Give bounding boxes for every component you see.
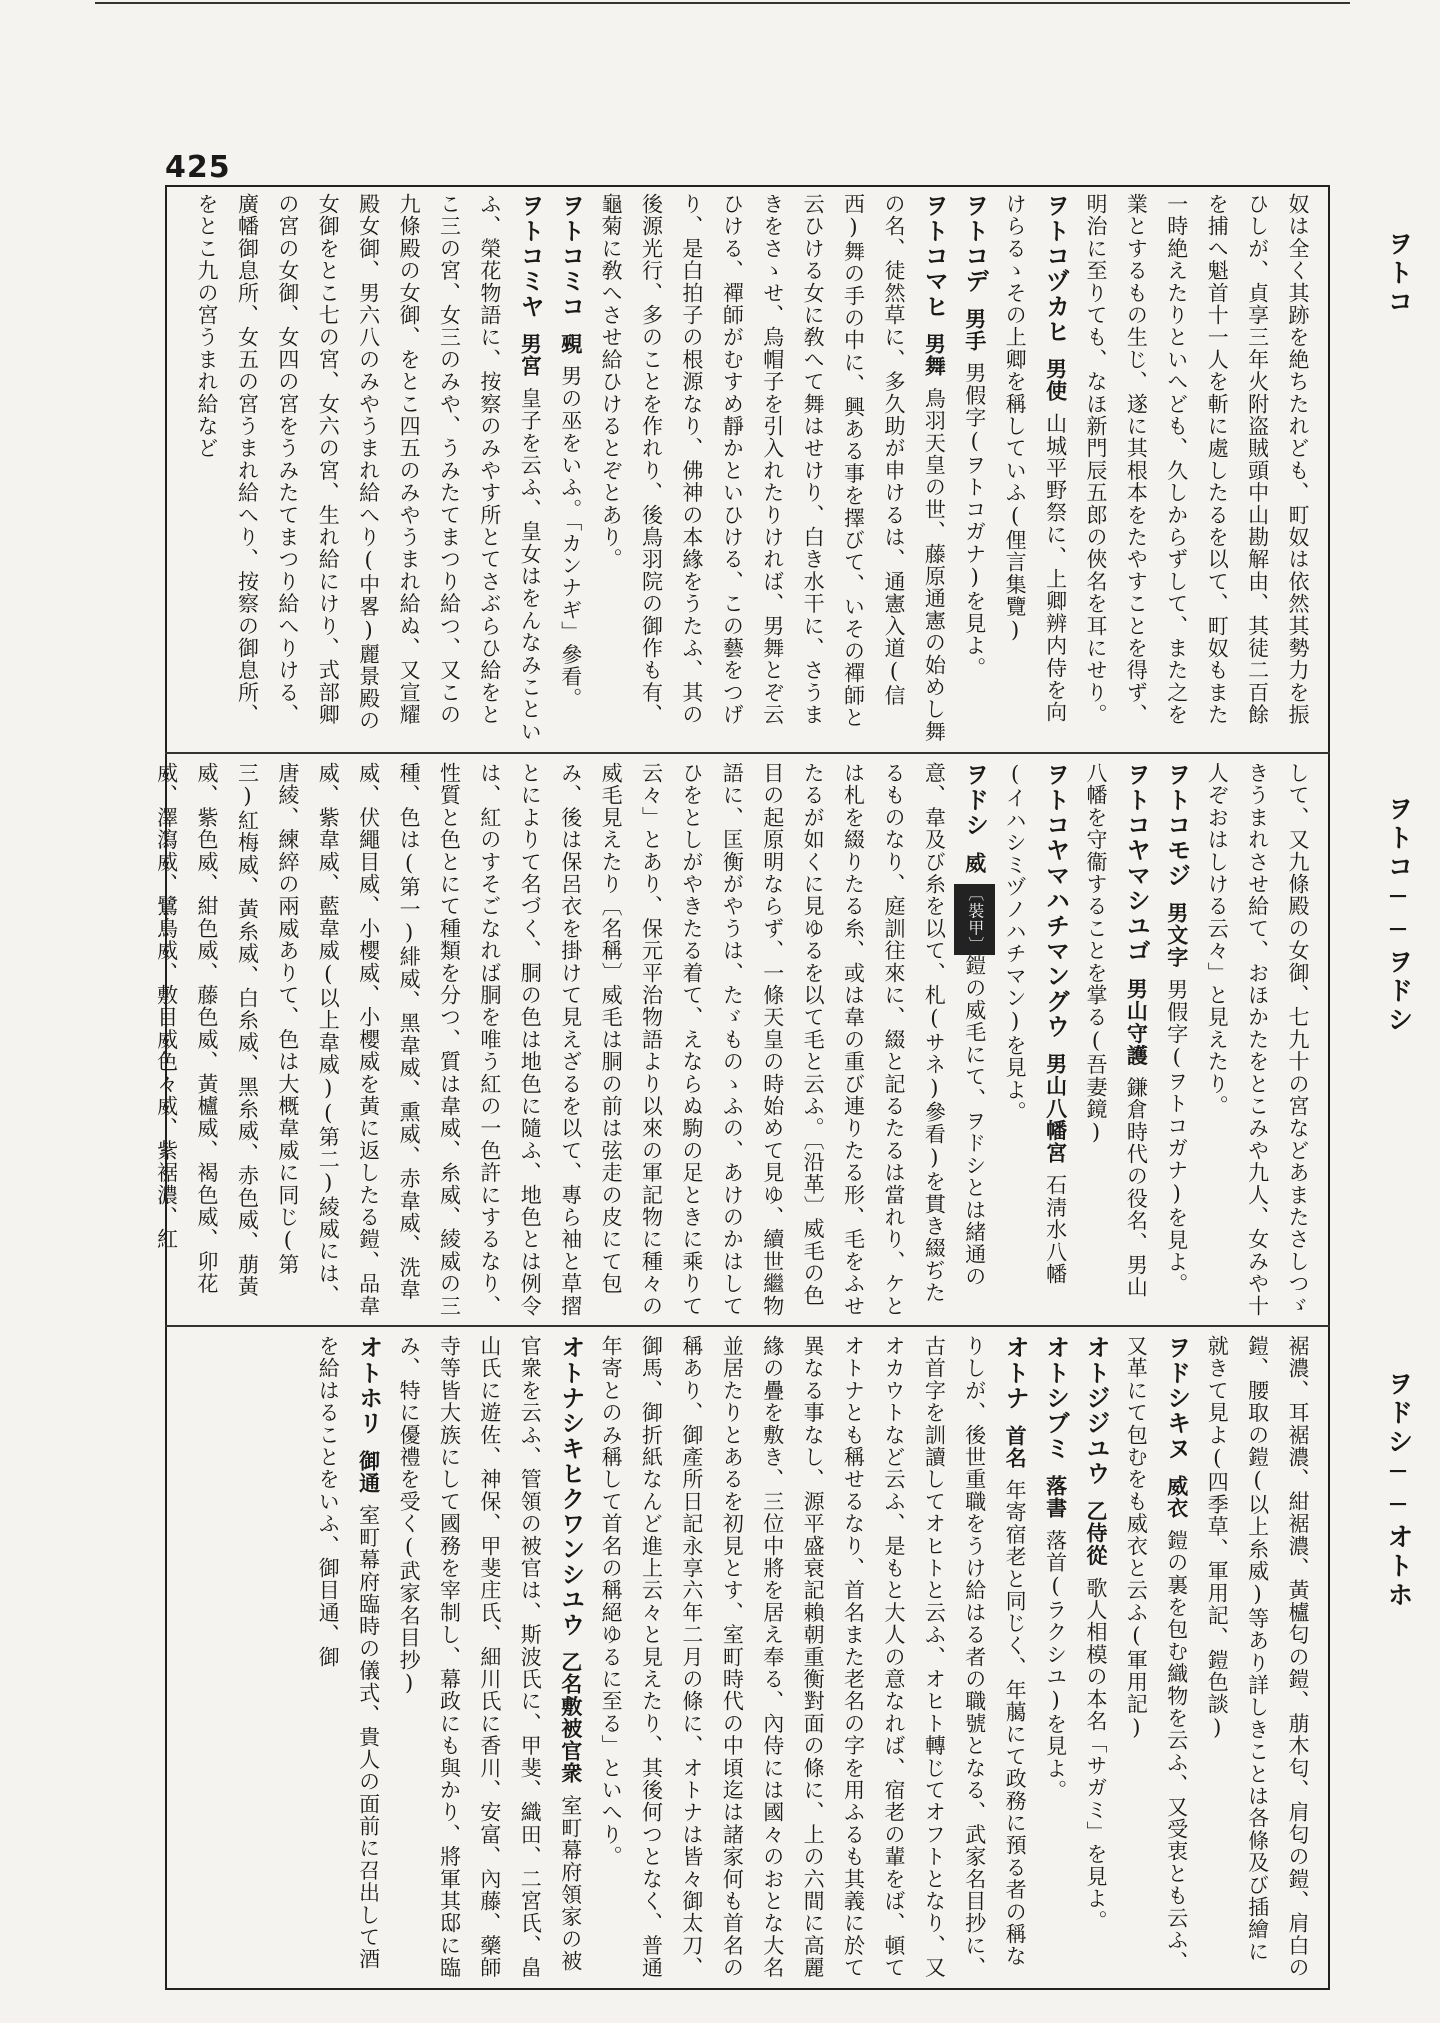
dictionary-entry	[995, 193, 1076, 745]
dictionary-entry	[995, 762, 1076, 1318]
dictionary-entry	[187, 193, 551, 745]
entry-text: 石淸水八幡(イハシミヅノハチマン)を見よ。	[1003, 762, 1068, 1286]
entry-text: 鳥羽天皇の世、藤原通憲の始めし舞の名、徒然草に、多久助が申けるは、通憲入道(信西)舞の手の中に、興ある事を擇びて、いその禪師と云ひける女に敎へて舞はせけり、白き水干に、さうまきをさゝせ、烏帽子を引入れたりければ、男舞とぞ云ひける、禪師がむすめ靜かといひける、この藝をつげり、是白拍子の根源なり、佛神の本緣をうたふ、其の後源光行、多のことを作れり、後鳥羽院の御作も有、龜菊に敎へさせ給ひけるとぞとあり。	[599, 193, 947, 743]
dictionary-section	[178, 1335, 1318, 1983]
dictionary-entry	[308, 1335, 389, 1983]
entry-text: 男の巫をいふ。「カンナギ」參看。	[558, 365, 583, 710]
dictionary-entry	[1076, 1335, 1116, 1983]
entry-headword: ヲドシ	[960, 762, 989, 838]
entry-kanji: 男使	[1043, 358, 1069, 403]
entry-continuation	[1076, 193, 1318, 745]
dictionary-section	[178, 193, 1318, 745]
entry-text: 落首(ラクシユ)を見よ。	[1043, 1529, 1068, 1802]
entry-kanji: 落書	[1043, 1475, 1069, 1520]
entry-continuation	[1197, 762, 1318, 1318]
entry-kanji: 威	[962, 851, 988, 874]
dictionary-entry	[1116, 1335, 1197, 1983]
entry-kanji: 乙名敷被官衆	[558, 1651, 584, 1785]
top-rule	[95, 2, 1350, 4]
entry-headword: ヲトコデ	[960, 193, 989, 294]
dictionary-entry	[591, 193, 955, 745]
dictionary-entry	[146, 762, 995, 1318]
entry-kanji: 男手	[962, 307, 988, 353]
entry-headword: ヲトコミヤ	[516, 193, 545, 319]
dictionary-entry	[1076, 762, 1157, 1318]
entry-text: 室町幕府領家の被官衆を云ふ、管領の被官は、斯波氏に、甲斐、織田、二宮氏、畠山氏に遊佐、神保、甲斐庄氏、細川氏に香川、安富、內藤、藥師寺等皆大族にして國務を宰制し、幕政にも與かり、將軍其邸に臨み、特に優禮を受く(武家名目抄)	[397, 1335, 583, 1979]
entry-headword: オトジジユウ	[1081, 1335, 1110, 1487]
entry-text: 奴は全く其跡を絶ちたれども、町奴は依然其勢力を振ひしが、貞享三年火附盗賊頭中山勘解由、其徒二百餘を捕へ魁首十一人を斬に處したるを以て、町奴もまた一時絶えたりといへども、久しからずして、また之を業とするもの生じ、遂に其根本をたやすことを得ず、明治に至りても、なほ新門辰五郎の俠名を耳にせり。	[1083, 193, 1310, 726]
entry-kanji: 男文字	[1164, 902, 1190, 969]
entry-headword: ヲドシキヌ	[1162, 1335, 1191, 1461]
dictionary-entry	[591, 1335, 1035, 1983]
entry-text: 鎌倉時代の役名、男山八幡を守衞することを掌る(吾妻鏡)	[1083, 762, 1149, 1299]
entry-headword: ヲトコマヒ	[920, 193, 949, 319]
entry-kanji: 男舞	[922, 333, 948, 378]
page-number: 425	[165, 150, 231, 185]
running-head: ヲドシ──オトホ	[1383, 1370, 1413, 1610]
entry-headword: オトナシキヒクワンシユウ	[556, 1335, 585, 1638]
entry-text: 裾濃、耳裾濃、紺裾濃、黃櫨匂の鎧、萠木匂、肩匂の鎧、肩白の鎧、腰取の鎧(以上糸威)等あり詳しきことは各條及び插繪に就きて見よ(四季草、軍用記、鎧色談)	[1205, 1335, 1310, 1979]
entry-text: 山城平野祭に、上卿辨内侍を向けらるゝその上卿を稱していふ(俚言集覽)	[1003, 193, 1068, 724]
entry-headword: オトナ	[1001, 1335, 1030, 1411]
entry-kanji: 乙侍從	[1083, 1500, 1109, 1567]
entry-kanji: 御通	[356, 1449, 382, 1495]
entry-headword: オトホリ	[354, 1335, 383, 1436]
entry-headword: オトシブミ	[1041, 1335, 1070, 1461]
section-divider	[165, 1325, 1330, 1327]
entry-headword: ヲトコモジ	[1162, 762, 1191, 888]
entry-kanji: 威衣	[1164, 1475, 1190, 1520]
entry-text: して、又九條殿の女御、七九十の宮などあまたさしつゞきうまれさせ給て、おほかたをとこみや九人、女みや十人ぞおはしける云々」と見えたり。	[1205, 762, 1310, 1317]
entry-text: 皇子を云ふ、皇女はをんなみこといふ、榮花物語に、按察のみやす所とてさぶらひ給をとこ三の宮、女三のみや、うみたてまつり給つ、又この九條殿の女御、をとこ四五のみやうまれ給ぬ、又宣耀殿女御、男六八のみやうまれ給へり(中畧)麗景殿の女御をとこ七の宮、女六の宮、生れ給にけり、式部卿の宮の女御、女四の宮をうみたてまつり給へりける、廣幡御息所、女五の宮うまれ給へり、按察の御息所、をとこ九の宮うまれ給など	[195, 193, 543, 743]
entry-kanji: 覡	[558, 333, 584, 356]
entry-headword: ヲトコヅカヒ	[1041, 193, 1070, 345]
dictionary-entry	[389, 1335, 591, 1983]
running-head: ヲトコ	[1383, 230, 1413, 317]
category-marker: 〔裝甲〕	[954, 884, 994, 955]
entry-text: 鎧の威毛にて、ヲドシとは緒通の意、韋及び糸を以て、札(サネ)參看)を貫き綴ぢたるものなり、庭訓往來に、綴と記るたるは當れり、ケとは札を綴りたる糸、或は韋の重び連りたる形、毛をふせたるが如くに見ゆるを以て毛と云ふ。〔沿革〕威毛の色目の起原明ならず、一條天皇の時始めて見ゆ、續世繼物語に、匡衡がやうは、たゞものゝふの、あけのかはしてひをとしがやきたる着て、えならぬ駒の足ときに乘りて云々」とあり、保元平治物語より以來の軍記物に種々の威毛見えたり〔名稱〕威毛は胴の前は弦走の皮にて包み、後は保呂衣を掛けて見えざるを以て、專ら袖と草摺とによりて名づく、胴の色は地色に隨ふ、地色とは例令は、紅のすそごなれば胴を唯う紅の一色許にするなり、性質と色とにて種類を分つ、質は韋威、糸威、綾威の三種、色は(第一)緋威、黑韋威、熏威、赤韋威、洗韋威、伏繩目威、小櫻威、小櫻威を黃に返したる鎧、品韋威、紫韋威、藍韋威(以上韋威)(第二)綾威には、唐綾、練綷の兩威ありて、色は大概韋威に同じ(第三)紅梅威、黃糸威、白糸威、黑糸威、赤色威、萠黃威、紫色威、紺色威、藤色威、黃櫨威、褐色威、卯花威、澤瀉威、鷺鳥威、敷目威色々威、紫裾濃、紅	[154, 762, 987, 1317]
entry-headword: ヲトコミコ	[556, 193, 585, 319]
entry-kanji: 男宮	[518, 333, 544, 378]
entry-text: 室町幕府臨時の儀式、貴人の面前に召出して酒を給はることをいふ、御目通、御	[316, 1335, 381, 1971]
entry-kanji: 首名	[1003, 1424, 1029, 1470]
entry-continuation	[1197, 1335, 1318, 1983]
dictionary-entry	[954, 193, 994, 745]
section-divider	[165, 752, 1330, 754]
entry-text: 年寄宿老と同じく、年﨟にて政務に預る者の稱なりしが、後世重職をうけ給はる者の職號となる、武家名目抄に、古首字を訓讀してオヒトと云ふ、オヒト轉じてオフトとなり、又オカウトなど云ふ、是もと大人の意なれば、宿老の輩をば、頓てオトナとも稱せるなり、首名また老名の字を用ふるも其義に於て異なる事なし、源平盛衰記賴朝重衡對面の條に、上の六間に高麗緣の疊を敷き、三位中將を居え奉る、內侍には國々のおとな大名並居たりとあるを初見とす、室町時代の中頃迄は諸家何も首名の稱あり、御產所日記永享六年二月の條に、オトナは皆々御太刀、御馬、御折紙なんど進上云々と見えたり、其後何つとなく、普通年寄とのみ稱して首名の稱絕ゆるに至る」といへり。	[599, 1335, 1028, 1979]
entry-text: 男假字(ヲトコガナ)を見よ。	[962, 362, 987, 680]
dictionary-section	[154, 762, 1318, 1318]
entry-text: 歌人相模の本名「サガミ」を見よ。	[1083, 1576, 1108, 1933]
running-head: ヲトコ──ヲドシ	[1383, 795, 1413, 1035]
dictionary-entry	[1035, 1335, 1075, 1983]
entry-headword: ヲトコヤマハチマングウ	[1041, 762, 1070, 1040]
entry-kanji: 男山八幡宮	[1043, 1053, 1069, 1165]
entry-kanji: 男山守護	[1124, 977, 1150, 1067]
entry-text: 鎧の裏を包む織物を云ふ、又受衷とも云ふ、又革にて包むをも威衣と云ふ(軍用記)	[1124, 1335, 1189, 1974]
dictionary-entry	[1156, 762, 1196, 1318]
dictionary-entry	[550, 193, 590, 745]
entry-headword: ヲトコヤマシユゴ	[1122, 762, 1151, 964]
entry-text: 男假字(ヲトコガナ)を見よ。	[1164, 978, 1189, 1296]
